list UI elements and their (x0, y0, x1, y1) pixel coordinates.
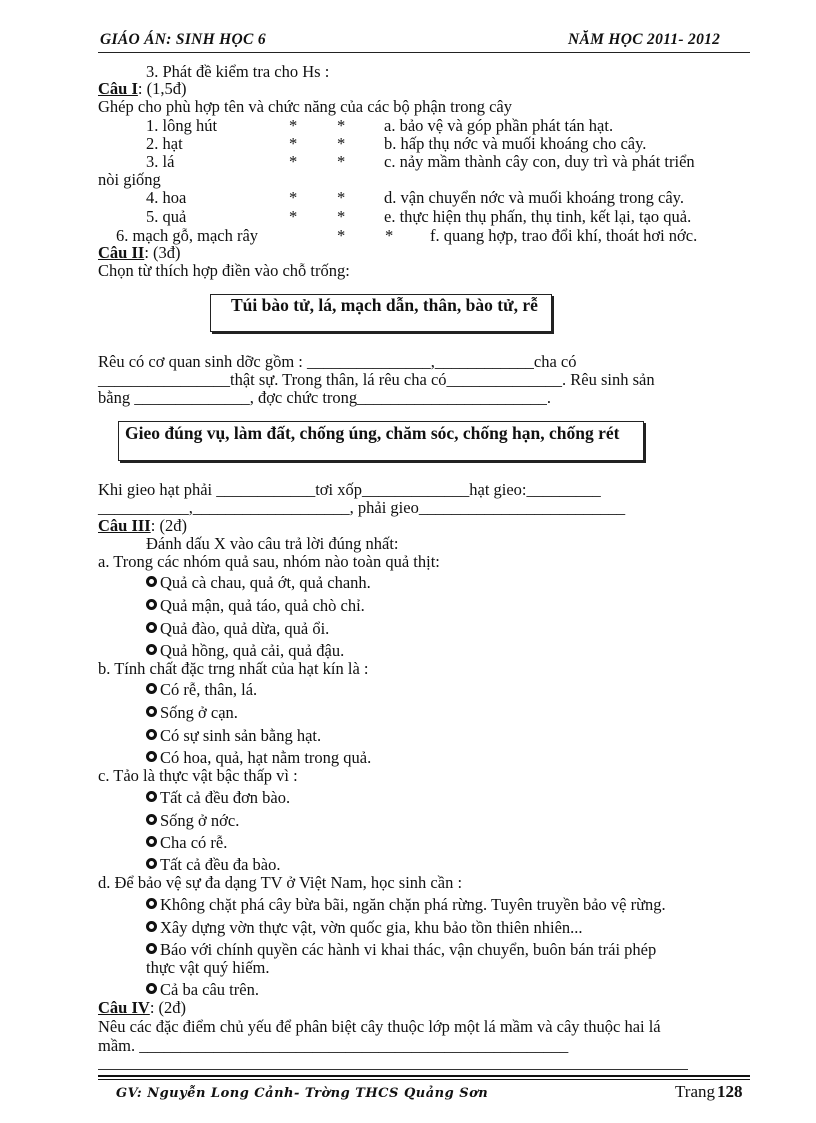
q1-left-item: 3. lá (146, 152, 175, 171)
footer-page-label: Trang (675, 1082, 715, 1101)
q3-option-text: Quả đào, quả dừa, quả ổi. (160, 619, 330, 638)
q2-prompt: Chọn từ thích hợp điền vào chỗ trống: (98, 261, 350, 280)
q3-option-text: Quả cà chau, quả ớt, quả chanh. (160, 573, 371, 592)
q1-star: * (289, 207, 298, 226)
q1-star: * (337, 226, 346, 245)
q1-right-item: d. vận chuyển nớc và muối khoáng trong cây. (384, 188, 684, 207)
q2-points: : (3đ) (144, 243, 181, 262)
q3-option-text: Có rễ, thân, lá. (160, 680, 258, 699)
footer-rule (98, 1079, 750, 1080)
word-box-2-text: Gieo đúng vụ, làm đất, chống úng, chăm sóc, chống hạn, chống rét (125, 423, 620, 443)
q1-left-item: 5. quả (146, 207, 187, 226)
q3-option[interactable] (146, 941, 656, 958)
word-box-1-text: Túi bào tử, lá, mạch dẫn, thân, bào tử, rễ (231, 295, 538, 315)
q2-para1-line: bằng ______________, đợc chức trong_______________________. (98, 388, 552, 407)
q3-option[interactable] (146, 834, 227, 851)
q2-para1-line: ________________thật sự. Trong thân, lá rêu cha có______________. Rêu sinh sản (98, 370, 655, 389)
q4-line: mầm. ____________________________________________________ (98, 1036, 569, 1055)
q3-option-text: Cả ba câu trên. (160, 980, 259, 999)
radio-circle-icon[interactable] (146, 836, 157, 847)
radio-circle-icon[interactable] (146, 683, 157, 694)
q3-option[interactable] (146, 574, 371, 591)
q3-option-text: Sống ở nớc. (160, 811, 240, 830)
header-rule (98, 52, 750, 53)
radio-circle-icon[interactable] (146, 943, 157, 954)
q3-option[interactable] (146, 896, 666, 913)
q3-option-text: Sống ở cạn. (160, 703, 238, 722)
q1-continuation: nòi giống (98, 170, 161, 189)
q3-title: Câu III (98, 516, 151, 535)
q2-title: Câu II (98, 243, 145, 262)
radio-circle-icon[interactable] (146, 921, 157, 932)
q4-line: Nêu các đặc điểm chủ yếu để phân biệt cây thuộc lớp một lá mầm và cây thuộc hai lá (98, 1017, 661, 1036)
footer-author: GV: Nguyễn Long Cảnh- Trờng THCS Quảng Sơn (116, 1086, 489, 1101)
radio-circle-icon[interactable] (146, 898, 157, 909)
q2-para2-line: Khi gieo hạt phải ____________tơi xốp_____________hạt gieo:_________ (98, 480, 601, 499)
q1-left-item: 1. lông hút (146, 116, 218, 135)
q3-option[interactable] (146, 749, 371, 766)
header-right: NĂM HỌC 2011- 2012 (568, 31, 721, 48)
q3-option-text: Báo với chính quyền các hành vi khai thác, vận chuyển, buôn bán trái phép (160, 940, 657, 959)
q1-left-item: 6. mạch gỗ, mạch rây (116, 226, 259, 245)
q3-question: a. Trong các nhóm quả sau, nhóm nào toàn quả thịt: (98, 552, 440, 571)
q1-prompt: Ghép cho phù hợp tên và chức năng của các bộ phận trong cây (98, 97, 512, 116)
radio-circle-icon[interactable] (146, 729, 157, 740)
q3-option[interactable] (146, 812, 239, 829)
word-box-2 (118, 421, 644, 461)
radio-circle-icon[interactable] (146, 751, 157, 762)
q1-left-item: 2. hạt (146, 134, 183, 153)
q3-points: : (2đ) (150, 516, 187, 535)
q1-star: * (289, 188, 298, 207)
radio-circle-icon[interactable] (146, 644, 157, 655)
q1-points: : (1,5đ) (137, 79, 187, 98)
q1-right-item: c. nảy mầm thành cây con, duy trì và phát triển (384, 152, 695, 171)
q3-instruction: Đánh dấu X vào câu trả lời đúng nhất: (146, 534, 399, 553)
q3-option-text: Xây dựng vờn thực vật, vờn quốc gia, khu bảo tồn thiên nhiên... (160, 918, 583, 937)
q2-para1-line: Rêu có cơ quan sinh dỡc gồm : _______________,____________cha có (98, 352, 577, 371)
q3-question: b. Tính chất đặc trng nhất của hạt kín là : (98, 659, 369, 678)
q1-title: Câu I (98, 79, 138, 98)
footer-rule (98, 1075, 750, 1077)
q1-right-item: e. thực hiện thụ phấn, thụ tinh, kết lại, tạo quả. (384, 207, 692, 226)
radio-circle-icon[interactable] (146, 858, 157, 869)
footer-page-number: 128 (717, 1082, 743, 1101)
q3-option[interactable] (146, 856, 280, 873)
q4-title: Câu IV (98, 998, 150, 1017)
q3-option[interactable] (146, 642, 344, 659)
q1-star: * (337, 134, 346, 153)
q4-heading (98, 999, 186, 1016)
q1-right-item: f. quang hợp, trao đổi khí, thoát hơi nớc. (430, 226, 698, 245)
q3-option-text: Tất cả đều đơn bào. (160, 788, 291, 807)
q1-right-item: b. hấp thụ nớc và muối khoáng cho cây. (384, 134, 647, 153)
q3-option-text: Quả hồng, quả cải, quả đậu. (160, 641, 345, 660)
q3-option[interactable] (146, 981, 259, 998)
q1-star: * (337, 116, 346, 135)
q1-heading (98, 80, 186, 97)
q2-heading (98, 244, 181, 261)
q3-option[interactable] (146, 789, 290, 806)
word-box-1 (210, 294, 552, 332)
radio-circle-icon[interactable] (146, 599, 157, 610)
q1-star: * (385, 226, 394, 245)
q3-question: c. Tảo là thực vật bậc thấp vì : (98, 766, 298, 785)
radio-circle-icon[interactable] (146, 706, 157, 717)
q1-left-item: 4. hoa (146, 188, 187, 207)
q1-star: * (337, 207, 346, 226)
q3-option[interactable] (146, 727, 321, 744)
q3-heading (98, 517, 187, 534)
q1-star: * (337, 188, 346, 207)
q3-option-text: Cha có rễ. (160, 833, 228, 852)
q1-star: * (289, 134, 298, 153)
q3-option-text: Không chặt phá cây bừa bãi, ngăn chặn phá rừng. Tuyên truyền bảo vệ rừng. (160, 895, 666, 914)
q2-para2-line: ___________,___________________, phải gieo_________________________ (98, 498, 626, 517)
q1-star: * (289, 116, 298, 135)
radio-circle-icon[interactable] (146, 814, 157, 825)
footer-page (675, 1083, 743, 1101)
header-left: GIÁO ÁN: SINH HỌC 6 (100, 31, 266, 48)
q3-option-text: Tất cả đều đa bào. (160, 855, 281, 874)
q3-option[interactable] (146, 597, 365, 614)
q3-option[interactable] (146, 620, 329, 637)
q3-option-text: Quả mận, quả táo, quả chò chỉ. (160, 596, 365, 615)
q3-option[interactable] (146, 704, 238, 721)
q1-star: * (337, 152, 346, 171)
q3-option[interactable] (146, 681, 257, 698)
q3-option-text: Có hoa, quả, hạt nằm trong quả. (160, 748, 372, 767)
radio-circle-icon[interactable] (146, 983, 157, 994)
radio-circle-icon[interactable] (146, 791, 157, 802)
q3-option-text: Có sự sinh sản bằng hạt. (160, 726, 322, 745)
q3-option-wrap: thực vật quý hiếm. (146, 958, 270, 977)
q1-right-item: a. bảo vệ và góp phần phát tán hạt. (384, 116, 614, 135)
q3-option[interactable] (146, 919, 583, 936)
radio-circle-icon[interactable] (146, 622, 157, 633)
q1-star: * (289, 152, 298, 171)
answer-line (98, 1069, 688, 1070)
radio-circle-icon[interactable] (146, 576, 157, 587)
q3-question: d. Để bảo vệ sự đa dạng TV ở Việt Nam, học sinh cần : (98, 873, 463, 892)
intro-line: 3. Phát đề kiểm tra cho Hs : (146, 62, 330, 81)
q4-points: : (2đ) (149, 998, 187, 1017)
